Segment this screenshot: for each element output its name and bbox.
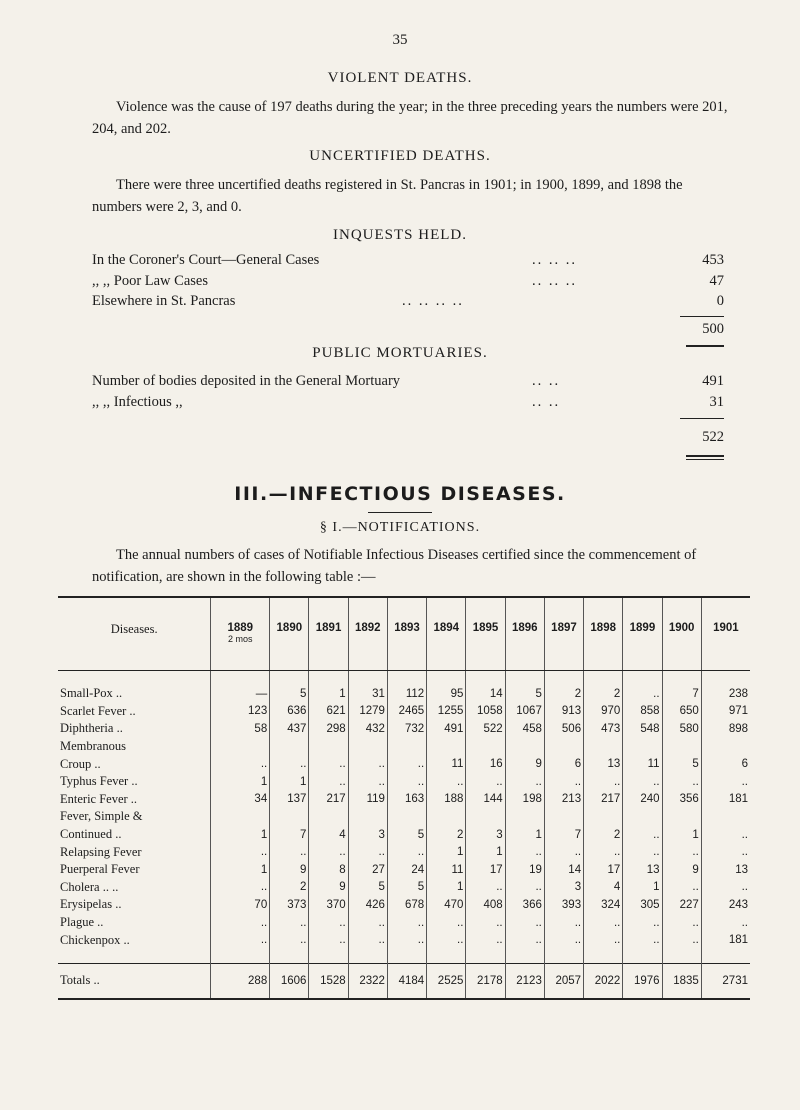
case-count: 393 — [544, 896, 583, 914]
column-header-year: 1897 — [544, 598, 583, 671]
table-row — [58, 931, 750, 949]
case-count: 2322 — [348, 963, 387, 999]
case-count: .. — [348, 773, 387, 791]
disease-name: Chickenpox .. — [60, 932, 130, 947]
case-count: .. — [505, 931, 544, 949]
case-count: .. — [270, 755, 309, 773]
case-count: 2 — [427, 826, 466, 844]
case-count: 14 — [466, 685, 505, 703]
case-count: 5 — [348, 879, 387, 897]
case-count: .. — [584, 843, 623, 861]
disease-name: Croup .. — [60, 756, 101, 771]
case-count: 2 — [544, 685, 583, 703]
case-count: .. — [662, 843, 701, 861]
case-count: 8 — [309, 861, 348, 879]
case-count: 163 — [387, 791, 426, 809]
violent-deaths-heading: VIOLENT DEATHS. — [327, 70, 473, 86]
case-count: 1 — [211, 773, 270, 791]
disease-name: Diphtheria .. — [60, 721, 123, 736]
case-count: 112 — [387, 685, 426, 703]
case-count: 6 — [701, 755, 750, 773]
case-count — [427, 808, 466, 826]
inquests-heading: INQUESTS HELD. — [333, 227, 467, 243]
case-count: .. — [270, 843, 309, 861]
case-count — [348, 738, 387, 756]
table-row — [58, 755, 750, 773]
disease-name: Puerperal Fever — [60, 862, 140, 877]
case-count: .. — [544, 843, 583, 861]
case-count: 2525 — [427, 963, 466, 999]
mortuaries-heading: PUBLIC MORTUARIES. — [312, 345, 488, 361]
case-count: 5 — [387, 826, 426, 844]
case-count: .. — [505, 843, 544, 861]
case-count: .. — [309, 914, 348, 932]
case-count: .. — [623, 843, 662, 861]
case-count: .. — [427, 931, 466, 949]
case-count: 11 — [623, 755, 662, 773]
table-row — [58, 896, 750, 914]
case-count: .. — [505, 879, 544, 897]
case-count: — — [211, 685, 270, 703]
case-count: .. — [211, 914, 270, 932]
case-count: .. — [427, 773, 466, 791]
case-count: 1 — [270, 773, 309, 791]
case-count: 432 — [348, 720, 387, 738]
case-count: .. — [701, 826, 750, 844]
uncertified-deaths-heading: UNCERTIFIED DEATHS. — [309, 148, 491, 164]
case-count: .. — [309, 843, 348, 861]
case-count: 1835 — [662, 963, 701, 999]
disease-name: Enteric Fever .. — [60, 791, 138, 806]
case-count — [544, 808, 583, 826]
column-header-year: 1894 — [427, 598, 466, 671]
case-count: 9 — [309, 879, 348, 897]
mortuary-total-row — [92, 429, 724, 449]
section-rule — [368, 512, 432, 513]
column-header-year: 1898 — [584, 598, 623, 671]
case-count: .. — [544, 931, 583, 949]
case-count: .. — [387, 931, 426, 949]
case-count: .. — [387, 755, 426, 773]
case-count — [270, 808, 309, 826]
column-header-diseases: Diseases. — [58, 598, 211, 671]
disease-name: Membranous — [60, 739, 126, 754]
inquest-row — [92, 293, 724, 313]
uncertified-deaths-text: There were three uncertified deaths registered in St. Pancras in 1901; in 1900, 1899, and 1898 the numbers were 2, 3, and 0. — [92, 177, 683, 215]
sum-rule — [680, 316, 724, 317]
case-count: 1 — [427, 843, 466, 861]
case-count: 14 — [544, 861, 583, 879]
case-count — [427, 738, 466, 756]
case-count: 2 — [584, 826, 623, 844]
case-count: 1 — [623, 879, 662, 897]
case-count: 27 — [348, 861, 387, 879]
inquest-value: 0 — [716, 293, 724, 309]
disease-name: Small-Pox .. — [60, 686, 123, 701]
case-count — [623, 808, 662, 826]
table-row — [58, 703, 750, 721]
case-count: 1 — [211, 826, 270, 844]
case-count: .. — [211, 843, 270, 861]
inquest-value: 47 — [709, 273, 724, 289]
case-count: 95 — [427, 685, 466, 703]
leader-dots: .. .. .. .. — [402, 293, 464, 309]
case-count: 188 — [427, 791, 466, 809]
table-header-row — [58, 598, 750, 671]
case-count: 217 — [584, 791, 623, 809]
inquest-label: Elsewhere in St. Pancras — [92, 293, 236, 309]
table-row — [58, 773, 750, 791]
case-count: .. — [270, 931, 309, 949]
mortuary-label: Number of bodies deposited in the General Mortuary — [92, 373, 401, 389]
case-count: 227 — [662, 896, 701, 914]
case-count: .. — [544, 914, 583, 932]
mortuary-label: ,, ,, Infectious ,, — [92, 394, 183, 410]
mortuary-row — [92, 394, 724, 414]
case-count: 971 — [701, 703, 750, 721]
table-row — [58, 914, 750, 932]
column-header-year: 1895 — [466, 598, 505, 671]
case-count: 650 — [662, 703, 701, 721]
spacer-row — [58, 671, 750, 686]
case-count: .. — [701, 879, 750, 897]
case-count: 2 — [270, 879, 309, 897]
case-count — [701, 738, 750, 756]
case-count: 408 — [466, 896, 505, 914]
case-count: 34 — [211, 791, 270, 809]
intro-text: The annual numbers of cases of Notifiable Infectious Diseases certified since the commencement of notification, are shown in the following table :— — [92, 547, 697, 585]
case-count: 2465 — [387, 703, 426, 721]
case-count: 522 — [466, 720, 505, 738]
case-count — [211, 738, 270, 756]
case-count — [387, 738, 426, 756]
violent-deaths-text: Violence was the cause of 197 deaths during the year; in the three preceding years the numbers were 201, 204, and 202. — [92, 99, 728, 137]
case-count: .. — [348, 755, 387, 773]
mortuary-value: 491 — [702, 373, 724, 389]
case-count — [270, 738, 309, 756]
case-count: 898 — [701, 720, 750, 738]
table-row — [58, 685, 750, 703]
case-count: 58 — [211, 720, 270, 738]
column-header-year: 1890 — [270, 598, 309, 671]
notifications-table — [58, 598, 750, 1000]
case-count: 324 — [584, 896, 623, 914]
table-row — [58, 879, 750, 897]
case-count: 636 — [270, 703, 309, 721]
case-count: 1606 — [270, 963, 309, 999]
case-count: 426 — [348, 896, 387, 914]
case-count — [348, 808, 387, 826]
case-count: 16 — [466, 755, 505, 773]
section-title: III.—INFECTIOUS DISEASES. — [234, 483, 566, 505]
disease-name: Typhus Fever .. — [60, 774, 138, 789]
leader-dots: .. .. — [532, 373, 561, 389]
case-count: 2022 — [584, 963, 623, 999]
disease-name: Erysipelas .. — [60, 897, 122, 912]
case-count: .. — [623, 931, 662, 949]
case-count: 123 — [211, 703, 270, 721]
case-count: 621 — [309, 703, 348, 721]
page-number: 35 — [392, 32, 408, 48]
column-header-year: 1893 — [387, 598, 426, 671]
case-count: .. — [427, 914, 466, 932]
column-header-year: 1892 — [348, 598, 387, 671]
case-count: 213 — [544, 791, 583, 809]
inquest-total: 500 — [702, 321, 724, 337]
case-count: 5 — [505, 685, 544, 703]
case-count: .. — [701, 843, 750, 861]
total-rule — [686, 459, 724, 460]
table-row — [58, 826, 750, 844]
case-count: 17 — [584, 861, 623, 879]
case-count — [662, 808, 701, 826]
case-count: 366 — [505, 896, 544, 914]
case-count: .. — [623, 826, 662, 844]
case-count: 4184 — [387, 963, 426, 999]
column-header-year: 1901 — [701, 598, 750, 671]
case-count: 580 — [662, 720, 701, 738]
case-count: 31 — [348, 685, 387, 703]
case-count — [466, 738, 505, 756]
disease-name: Scarlet Fever .. — [60, 703, 136, 718]
case-count: 6 — [544, 755, 583, 773]
case-count: 1058 — [466, 703, 505, 721]
case-count — [544, 738, 583, 756]
case-count: 458 — [505, 720, 544, 738]
case-count: .. — [348, 931, 387, 949]
case-count: .. — [387, 773, 426, 791]
case-count — [584, 738, 623, 756]
case-count: .. — [662, 773, 701, 791]
case-count: .. — [701, 914, 750, 932]
table-row — [58, 843, 750, 861]
case-count: 9 — [270, 861, 309, 879]
case-count: 506 — [544, 720, 583, 738]
disease-name: Plague .. — [60, 915, 104, 930]
case-count: 2 — [584, 685, 623, 703]
case-count: .. — [584, 914, 623, 932]
case-count: 13 — [701, 861, 750, 879]
case-count: 5 — [270, 685, 309, 703]
case-count — [662, 738, 701, 756]
mortuary-row — [92, 373, 724, 393]
case-count: 9 — [662, 861, 701, 879]
case-count: 11 — [427, 755, 466, 773]
case-count: 1528 — [309, 963, 348, 999]
column-header-year: 1900 — [662, 598, 701, 671]
case-count: .. — [348, 843, 387, 861]
case-count: 181 — [701, 931, 750, 949]
case-count: 3 — [544, 879, 583, 897]
case-count: 356 — [662, 791, 701, 809]
case-count: 240 — [623, 791, 662, 809]
case-count: .. — [466, 931, 505, 949]
inquest-total-row — [92, 321, 724, 341]
case-count: .. — [387, 914, 426, 932]
case-count: 5 — [387, 879, 426, 897]
case-count: 70 — [211, 896, 270, 914]
case-count: .. — [623, 685, 662, 703]
disease-name: Continued .. — [60, 827, 122, 842]
case-count: .. — [309, 773, 348, 791]
case-count: 4 — [584, 879, 623, 897]
case-count: 137 — [270, 791, 309, 809]
disease-name: Totals .. — [58, 963, 211, 999]
case-count: .. — [270, 914, 309, 932]
inquest-value: 453 — [702, 252, 724, 268]
case-count: .. — [348, 914, 387, 932]
spacer-row — [58, 949, 750, 964]
case-count: 24 — [387, 861, 426, 879]
case-count: 1 — [211, 861, 270, 879]
case-count: 2178 — [466, 963, 505, 999]
case-count — [505, 738, 544, 756]
column-header-year: 1889 2 mos — [211, 598, 270, 671]
case-count: 288 — [211, 963, 270, 999]
case-count: 19 — [505, 861, 544, 879]
inquest-row — [92, 273, 724, 293]
mortuary-total: 522 — [702, 429, 724, 445]
case-count: 2731 — [701, 963, 750, 999]
case-count: 9 — [505, 755, 544, 773]
case-count: 13 — [584, 755, 623, 773]
case-count: 305 — [623, 896, 662, 914]
sum-rule — [680, 418, 724, 419]
case-count: 1279 — [348, 703, 387, 721]
case-count: 144 — [466, 791, 505, 809]
case-count: 7 — [662, 685, 701, 703]
case-count: 243 — [701, 896, 750, 914]
case-count — [211, 808, 270, 826]
case-count — [309, 808, 348, 826]
case-count: 970 — [584, 703, 623, 721]
case-count: 4 — [309, 826, 348, 844]
disease-name: Cholera .. .. — [60, 879, 119, 894]
case-count: 1255 — [427, 703, 466, 721]
case-count: 7 — [270, 826, 309, 844]
case-count: .. — [662, 914, 701, 932]
case-count: 13 — [623, 861, 662, 879]
case-count: 3 — [348, 826, 387, 844]
case-count: .. — [544, 773, 583, 791]
case-count: 238 — [701, 685, 750, 703]
case-count: 548 — [623, 720, 662, 738]
case-count: 2057 — [544, 963, 583, 999]
case-count: 11 — [427, 861, 466, 879]
column-header-year: 1899 — [623, 598, 662, 671]
case-count: .. — [701, 773, 750, 791]
table-row — [58, 861, 750, 879]
case-count: 1 — [427, 879, 466, 897]
case-count: .. — [309, 931, 348, 949]
table-row — [58, 720, 750, 738]
case-count: .. — [211, 931, 270, 949]
case-count: 491 — [427, 720, 466, 738]
totals-row — [58, 963, 750, 999]
case-count: 3 — [466, 826, 505, 844]
case-count — [505, 808, 544, 826]
case-count: 1976 — [623, 963, 662, 999]
case-count: 858 — [623, 703, 662, 721]
case-count: 5 — [662, 755, 701, 773]
table-row — [58, 738, 750, 756]
subsection-title: § I.—NOTIFICATIONS. — [319, 520, 481, 535]
case-count: 298 — [309, 720, 348, 738]
case-count: 370 — [309, 896, 348, 914]
case-count — [584, 808, 623, 826]
case-count: 913 — [544, 703, 583, 721]
case-count: .. — [623, 773, 662, 791]
case-count: .. — [662, 931, 701, 949]
case-count — [387, 808, 426, 826]
case-count: .. — [211, 755, 270, 773]
case-count: 2123 — [505, 963, 544, 999]
case-count: 1067 — [505, 703, 544, 721]
case-count: 732 — [387, 720, 426, 738]
leader-dots: .. .. — [532, 394, 561, 410]
case-count: .. — [466, 914, 505, 932]
case-count — [701, 808, 750, 826]
case-count: 678 — [387, 896, 426, 914]
case-count: 17 — [466, 861, 505, 879]
case-count: .. — [309, 755, 348, 773]
inquest-label: ,, ,, Poor Law Cases — [92, 273, 208, 289]
case-count: 373 — [270, 896, 309, 914]
case-count — [309, 738, 348, 756]
leader-dots: .. .. .. — [532, 273, 577, 289]
mortuary-value: 31 — [709, 394, 724, 410]
case-count: .. — [387, 843, 426, 861]
case-count: 1 — [662, 826, 701, 844]
case-count: 217 — [309, 791, 348, 809]
case-count: 473 — [584, 720, 623, 738]
case-count: .. — [466, 879, 505, 897]
case-count: .. — [623, 914, 662, 932]
case-count: .. — [584, 931, 623, 949]
case-count: 470 — [427, 896, 466, 914]
case-count: .. — [211, 879, 270, 897]
table-row — [58, 808, 750, 826]
case-count: .. — [584, 773, 623, 791]
case-count: .. — [505, 773, 544, 791]
case-count: 1 — [466, 843, 505, 861]
case-count: 198 — [505, 791, 544, 809]
case-count: 181 — [701, 791, 750, 809]
case-count: 1 — [309, 685, 348, 703]
leader-dots: .. .. .. — [532, 252, 577, 268]
column-header-year: 1891 — [309, 598, 348, 671]
table-row — [58, 791, 750, 809]
case-count: 437 — [270, 720, 309, 738]
case-count: .. — [466, 773, 505, 791]
column-header-year: 1896 — [505, 598, 544, 671]
total-rule — [686, 455, 724, 457]
table-body — [58, 671, 750, 999]
inquest-label: In the Coroner's Court—General Cases — [92, 252, 320, 268]
case-count: 1 — [505, 826, 544, 844]
inquest-row — [92, 252, 724, 272]
case-count: .. — [662, 879, 701, 897]
disease-name: Fever, Simple & — [60, 809, 143, 824]
case-count: .. — [505, 914, 544, 932]
case-count: 7 — [544, 826, 583, 844]
case-count — [466, 808, 505, 826]
case-count — [623, 738, 662, 756]
disease-name: Relapsing Fever — [60, 844, 142, 859]
case-count: 119 — [348, 791, 387, 809]
